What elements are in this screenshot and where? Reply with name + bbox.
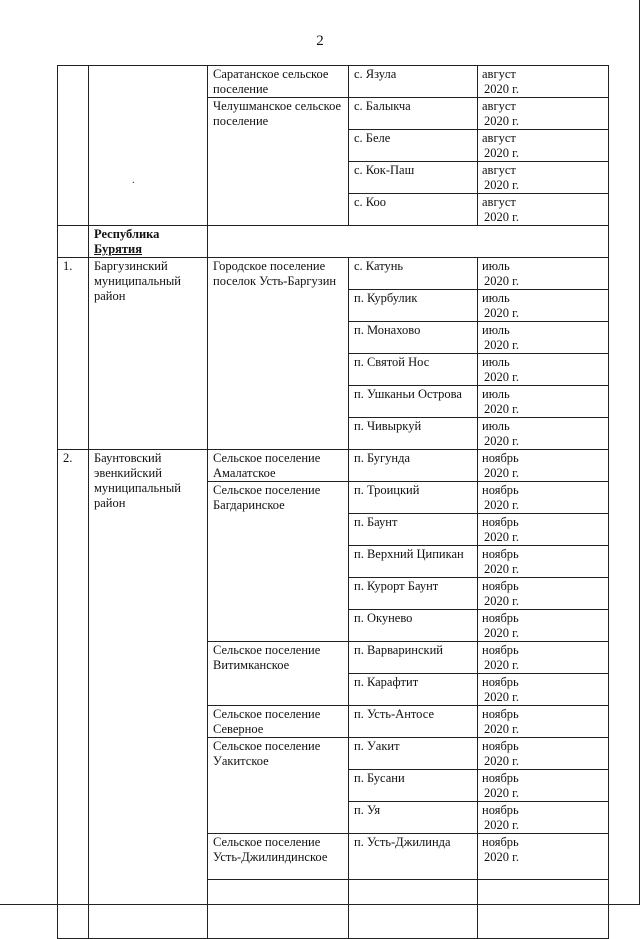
- date-cell: ноябрь 2020 г.: [478, 482, 609, 514]
- stray-dot: .: [132, 175, 135, 186]
- settlement-cell: Сельское поселение Усть-Джилиндинское: [208, 834, 349, 880]
- date-cell: июль 2020 г.: [478, 354, 609, 386]
- page-number: 2: [316, 33, 324, 49]
- number-cell: 1.: [58, 258, 89, 450]
- village-cell: с. Кок-Паш: [349, 162, 478, 194]
- settlement-cell: Городское поселение поселок Усть-Баргузин: [208, 258, 349, 450]
- date-cell: август 2020 г.: [478, 162, 609, 194]
- village-cell: п. Окунево: [349, 610, 478, 642]
- village-cell: п. Святой Нос: [349, 354, 478, 386]
- date-cell: июль 2020 г.: [478, 258, 609, 290]
- village-cell: с. Коо: [349, 194, 478, 226]
- settlement-cell: Сельское поселение Витимканское: [208, 642, 349, 706]
- date-cell: ноябрь 2020 г.: [478, 738, 609, 770]
- date-cell: ноябрь 2020 г.: [478, 546, 609, 578]
- date-cell: август 2020 г.: [478, 98, 609, 130]
- number-cell: [58, 226, 89, 258]
- date-cell: ноябрь 2020 г.: [478, 642, 609, 674]
- village-cell: с. Балыкча: [349, 98, 478, 130]
- settlement-cell: Сельское поселение Багдаринское: [208, 482, 349, 642]
- date-cell: август 2020 г.: [478, 66, 609, 98]
- date-cell: ноябрь 2020 г.: [478, 706, 609, 738]
- village-cell: [349, 880, 478, 939]
- village-cell: с. Беле: [349, 130, 478, 162]
- number-cell: [58, 66, 89, 226]
- date-cell: июль 2020 г.: [478, 290, 609, 322]
- village-cell: с. Язула: [349, 66, 478, 98]
- date-cell: июль 2020 г.: [478, 322, 609, 354]
- village-cell: п. Баунт: [349, 514, 478, 546]
- table-row: [58, 66, 609, 98]
- region-empty-cell: [208, 226, 609, 258]
- village-cell: п. Курорт Баунт: [349, 578, 478, 610]
- district-cell: Баргузинский муниципальный район: [89, 258, 208, 450]
- settlement-cell: Саратанское сельское поселение: [208, 66, 349, 98]
- village-cell: п. Курбулик: [349, 290, 478, 322]
- settlement-cell: Сельское поселение Амалатское: [208, 450, 349, 482]
- village-cell: п. Усть-Антосе: [349, 706, 478, 738]
- region-row: [58, 226, 609, 258]
- village-cell: п. Монахово: [349, 322, 478, 354]
- region-heading: Республика Бурятия: [89, 226, 208, 258]
- village-cell: п. Усть-Джилинда: [349, 834, 478, 880]
- settlement-cell: Сельское поселение Уакитское: [208, 738, 349, 834]
- table-row: [58, 258, 609, 290]
- date-cell: [478, 880, 609, 939]
- village-cell: п. Карафтит: [349, 674, 478, 706]
- district-cell: [89, 66, 208, 226]
- settlement-cell: [208, 880, 349, 939]
- date-cell: ноябрь 2020 г.: [478, 514, 609, 546]
- village-cell: п. Чивыркуй: [349, 418, 478, 450]
- village-cell: п. Бусани: [349, 770, 478, 802]
- district-cell: Баунтовский эвенкийский муниципальный район: [89, 450, 208, 939]
- date-cell: ноябрь 2020 г.: [478, 578, 609, 610]
- date-cell: июль 2020 г.: [478, 386, 609, 418]
- number-cell: 2.: [58, 450, 89, 939]
- date-cell: август 2020 г.: [478, 130, 609, 162]
- village-cell: п. Ушканьи Острова: [349, 386, 478, 418]
- date-cell: ноябрь 2020 г.: [478, 834, 609, 880]
- village-cell: п. Уакит: [349, 738, 478, 770]
- settlement-cell: Челушманское сельское поселение: [208, 98, 349, 226]
- village-cell: п. Троицкий: [349, 482, 478, 514]
- date-cell: ноябрь 2020 г.: [478, 674, 609, 706]
- table-row: [58, 450, 609, 482]
- date-cell: август 2020 г.: [478, 194, 609, 226]
- date-cell: ноябрь 2020 г.: [478, 770, 609, 802]
- village-cell: п. Бугунда: [349, 450, 478, 482]
- date-cell: ноябрь 2020 г.: [478, 450, 609, 482]
- date-cell: июль 2020 г.: [478, 418, 609, 450]
- village-cell: с. Катунь: [349, 258, 478, 290]
- schedule-table: [57, 65, 609, 939]
- village-cell: п. Уя: [349, 802, 478, 834]
- village-cell: п. Верхний Ципикан: [349, 546, 478, 578]
- date-cell: ноябрь 2020 г.: [478, 610, 609, 642]
- date-cell: ноябрь 2020 г.: [478, 802, 609, 834]
- village-cell: п. Варваринский: [349, 642, 478, 674]
- settlement-cell: Сельское поселение Северное: [208, 706, 349, 738]
